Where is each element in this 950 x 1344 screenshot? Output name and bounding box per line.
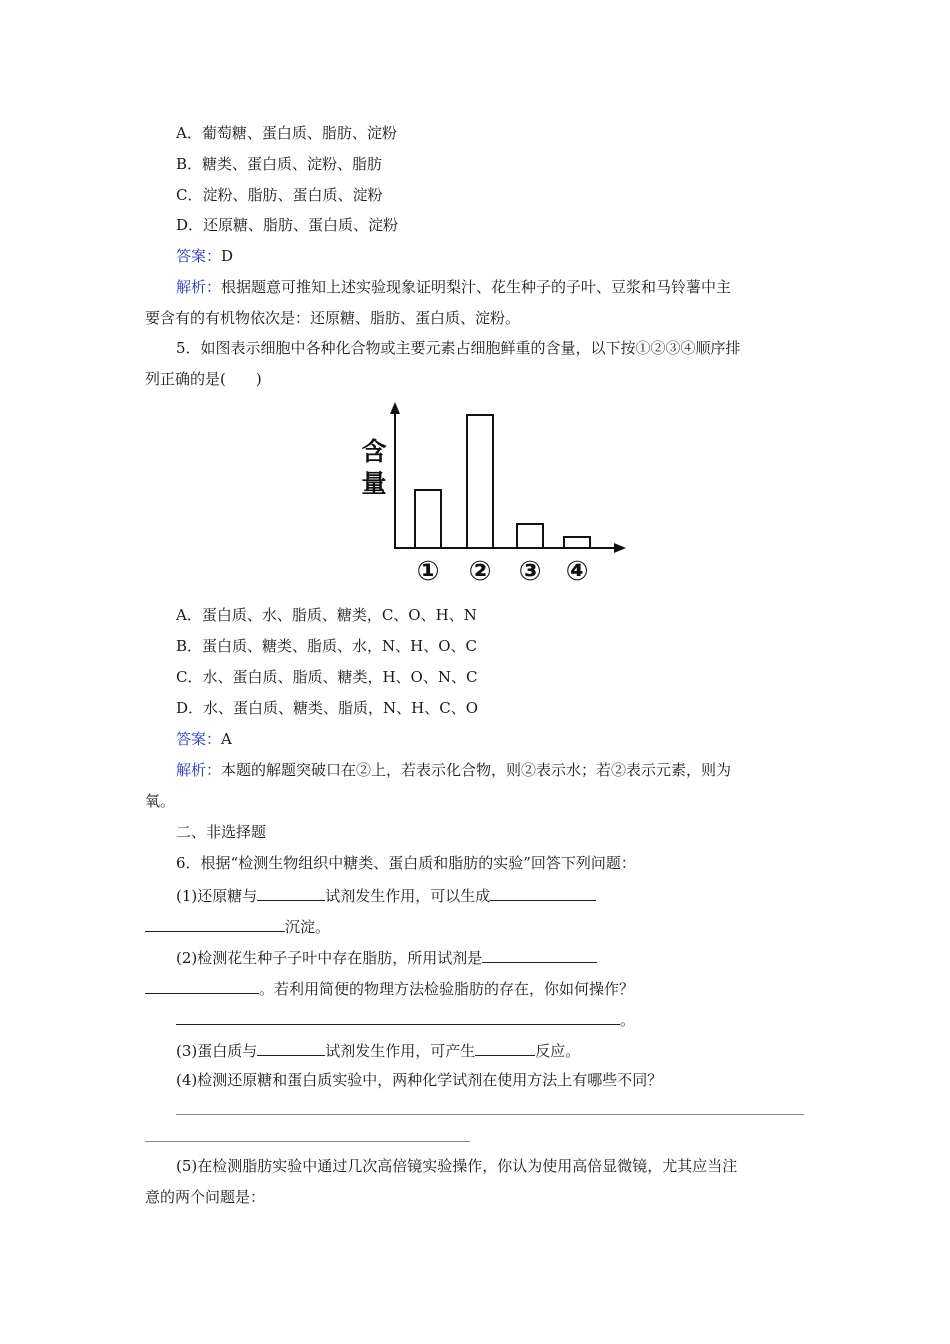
q6-part2-line2 [145,977,634,999]
q5-option-b: B．蛋白质、糖类、脂质、水，N、H、O、C [176,637,478,655]
blank-2[interactable] [490,884,596,901]
bars-group [415,415,590,548]
q4-option-d: D．还原糖、脂肪、蛋白质、淀粉 [176,216,399,234]
part1-text-c: 沉淀。 [285,918,331,936]
x-axis-arrow [614,543,626,553]
q6-part1-line1 [176,884,596,906]
q6-part5-line1: (5)在检测脂肪实验中通过几次高倍镜实验操作，你认为使用高倍显微镜，尤其应当注 [176,1157,738,1175]
part3-text-a: (3)蛋白质与 [176,1042,258,1060]
part3-text-b: 试剂发生作用，可产生 [325,1042,476,1060]
blank-4[interactable] [482,946,597,963]
part2-text-a: (2)检测花生种子子叶中存在脂肪，所用试剂是 [176,949,483,967]
bar-4 [564,537,590,548]
content-bar-chart [355,396,635,588]
q5-option-a: A．蛋白质、水、脂质、糖类，C、O、H、N [176,606,477,624]
part1-text-b: 试剂发生作用，可以生成 [325,887,491,905]
analysis-text: 根据题意可推知上述实验现象证明梨汁、花生种子的子叶、豆浆和马铃薯中主 [221,278,732,296]
blank-8[interactable] [475,1039,535,1056]
answer-label: 答案： [176,247,222,265]
answer-label: 答案： [176,730,222,748]
q4-answer [176,246,233,266]
q6-part2-line3 [176,1008,635,1030]
q6-part1-line2 [145,915,330,937]
q5-analysis-line1 [176,760,731,780]
part1-text-a: (1)还原糖与 [176,887,258,905]
part3-text-c: 反应。 [535,1042,581,1060]
category-labels-group [417,556,589,587]
part2-text-end: 。 [620,1011,636,1029]
category-label-1: ① [416,556,440,587]
section-title: 二、非选择题 [176,823,267,841]
y-label-char-1: 含 [361,437,387,466]
blank-1[interactable] [257,884,325,901]
q4-option-b: B．糖类、蛋白质、淀粉、脂肪 [176,155,383,173]
part2-text-b: 。若利用简便的物理方法检验脂肪的存在，你如何操作？ [259,980,635,998]
q5-analysis-line2: 氧。 [145,792,176,810]
answer-line-1[interactable] [176,1114,804,1115]
q6-part4: (4)检测还原糖和蛋白质实验中，两种化学试剂在使用方法上有哪些不同？ [176,1071,663,1089]
y-axis-arrow [390,402,400,414]
q4-analysis-line1 [176,277,731,297]
q5-option-d: D．水、蛋白质、糖类、脂质，N、H、C、O [176,699,479,717]
q5-option-c: C．水、蛋白质、脂质、糖类，H、O、N、C [176,668,478,686]
blank-3[interactable] [145,915,285,932]
q6-part2-line1 [176,946,597,968]
answer-line-2[interactable] [145,1141,470,1142]
category-label-2: ② [468,556,492,587]
answer-value: A [221,730,232,748]
q4-option-c: C．淀粉、脂肪、蛋白质、淀粉 [176,186,383,204]
q4-analysis-line2: 要含有的有机物依次是：还原糖、脂肪、蛋白质、淀粉。 [145,309,521,327]
q6-stem: 6．根据“检测生物组织中糖类、蛋白质和脂肪的实验”回答下列问题： [176,854,636,872]
q4-option-a: A．葡萄糖、蛋白质、脂肪、淀粉 [176,124,397,142]
category-label-4: ④ [565,556,589,587]
bar-3 [517,524,543,548]
blank-7[interactable] [257,1039,325,1056]
analysis-text: 本题的解题突破口在②上，若表示化合物，则②表示水；若②表示元素，则为 [221,761,732,779]
q5-stem-line2: 列正确的是( ) [145,370,262,388]
category-label-3: ③ [518,556,542,587]
answer-value: D [221,247,234,265]
q5-answer [176,729,232,749]
y-label-char-2: 量 [361,469,387,498]
analysis-label: 解析： [176,278,222,296]
blank-5[interactable] [145,977,259,994]
bar-2 [467,415,493,548]
bar-1 [415,490,441,548]
q6-part3 [176,1039,580,1061]
analysis-label: 解析： [176,761,222,779]
q5-stem-line1: 5．如图表示细胞中各种化合物或主要元素占细胞鲜重的含量，以下按①②③④顺序排 [176,339,741,357]
blank-6[interactable] [176,1008,620,1025]
q6-part5-line2: 意的两个问题是： [145,1188,266,1206]
